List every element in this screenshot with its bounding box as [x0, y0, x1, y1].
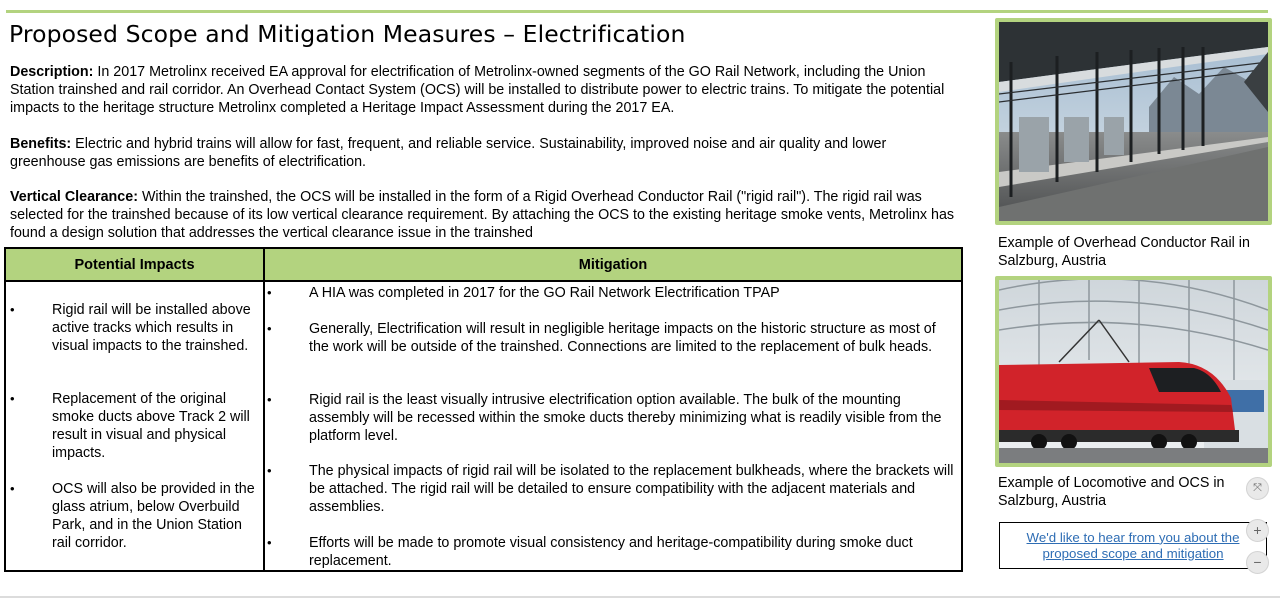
feedback-box — [999, 522, 1267, 569]
bullet: • — [267, 463, 272, 478]
bullet: • — [267, 285, 272, 300]
table-body-row — [5, 281, 962, 571]
table-header-row — [5, 248, 962, 281]
impact-text: Rigid rail will be installed above active tracks which results in visual impacts to the trainshed. — [52, 302, 251, 354]
vertical-clearance-paragraph — [10, 188, 955, 242]
mitigation-cell — [264, 281, 962, 571]
impacts-cell — [5, 281, 264, 571]
mitigation-text: Efforts will be made to promote visual consistency and heritage-compatibility during smoke duct replacement. — [309, 535, 913, 569]
bullet: • — [267, 321, 272, 336]
red-locomotive-image — [999, 280, 1268, 463]
bullet: • — [267, 535, 272, 550]
description-paragraph — [10, 63, 955, 117]
bullet: • — [10, 302, 15, 317]
mitigation-text: The physical impacts of rigid rail will be isolated to the replacement bulkheads, where the brackets will be attached. The rigid rail will be detailed to ensure compatibility with the adjacent materials and assemblies. — [309, 463, 954, 515]
locomotive-photo — [995, 276, 1272, 467]
photo-caption-2: Example of Locomotive and OCS in Salzburg, Austria — [998, 475, 1225, 509]
mitigation-text: Rigid rail is the least visually intrusive electrification option available. The bulk of the mounting assembly will be recessed within the smoke ducts thereby minimizing what is readily visible from the platform level. — [309, 392, 942, 444]
mitigation-text: Generally, Electrification will result in negligible heritage impacts on the historic structure as most of the work will be outside of the trainshed. Connections are limited to the replacement of bulk heads. — [309, 321, 936, 355]
feedback-link[interactable]: We'd like to hear from you about the proposed scope and mitigation — [1026, 529, 1240, 561]
impact-text: OCS will also be provided in the glass atrium, below Overbuild Park, and in the Union Station rail corridor. — [52, 481, 255, 551]
overhead-conductor-rail-photo — [995, 18, 1272, 225]
benefits-paragraph — [10, 135, 955, 171]
impact-text: Replacement of the original smoke ducts above Track 2 will result in visual and physical impacts. — [52, 391, 250, 461]
benefits-label: Benefits: — [10, 136, 72, 152]
bottom-divider — [0, 596, 1280, 598]
station-platform-image — [999, 22, 1268, 221]
potential-impacts-header: Potential Impacts — [5, 248, 264, 281]
bullet: • — [267, 392, 272, 407]
description-text: In 2017 Metrolinx received EA approval for electrification of Metrolinx-owned segments of the GO Rail Network, including the Union Station trainshed and rail corridor. An Overhead Contact System (OCS) will be installed to distribute power to electric trains. To mitigate the potential impacts to the heritage structure Metrolinx completed a Heritage Impact Assessment during the 2017 EA. — [10, 64, 945, 116]
mitigation-header: Mitigation — [264, 248, 962, 281]
fit-to-screen-icon[interactable]: ⤧ — [1246, 477, 1269, 500]
description-label: Description: — [10, 64, 94, 80]
photo-caption-1: Example of Overhead Conductor Rail in Salzburg, Austria — [998, 235, 1250, 269]
impacts-mitigation-table — [4, 247, 963, 572]
mitigation-text: A HIA was completed in 2017 for the GO Rail Network Electrification TPAP — [309, 285, 780, 301]
bullet: • — [10, 391, 15, 406]
zoom-in-button[interactable]: + — [1246, 519, 1269, 542]
vertical-clearance-text: Within the trainshed, the OCS will be installed in the form of a Rigid Overhead Conductor Rail ("rigid rail"). The rigid rail was selected for the trainshed because of its low vertical clearance requirement. By attaching the OCS to the existing heritage smoke vents, Metrolinx has found a design solution that addresses the vertical clearance issue in the trainshed — [10, 189, 955, 241]
vertical-clearance-label: Vertical Clearance: — [10, 189, 138, 205]
page-title: Proposed Scope and Mitigation Measures – Electrification — [9, 20, 686, 48]
benefits-text: Electric and hybrid trains will allow for fast, frequent, and reliable service. Sustainability, improved noise and air quality and lower greenhouse gas emissions are benefits of electrification. — [10, 136, 887, 170]
zoom-out-button[interactable]: − — [1246, 551, 1269, 574]
top-accent-rule — [6, 10, 1268, 13]
bullet: • — [10, 481, 15, 496]
